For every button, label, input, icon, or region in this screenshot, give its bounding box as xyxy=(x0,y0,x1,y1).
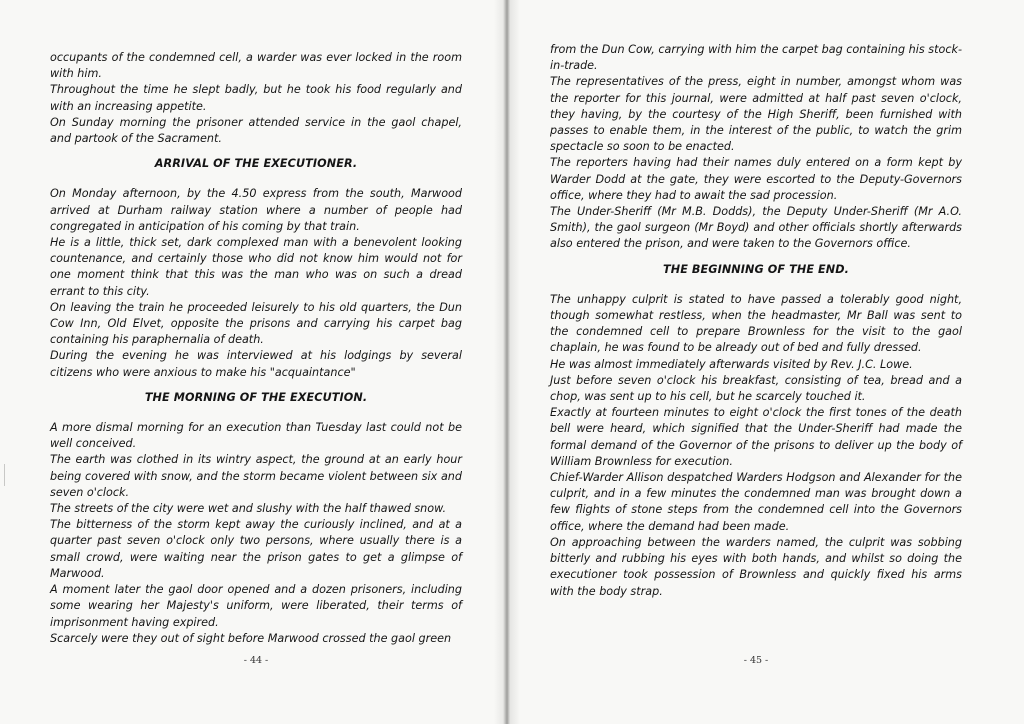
left-page-body xyxy=(50,50,462,647)
paragraph: The streets of the city were wet and slushy with the half thawed snow. xyxy=(50,502,447,516)
page-number: - 45 - xyxy=(743,655,769,666)
paragraph: A moment later the gaol door opened and a dozen prisoners, including some wearing her Majesty's uniform, were liberated, their terms of imprisonment having expired. xyxy=(50,583,462,629)
paragraph: The reporters having had their names duly entered on a form kept by Warder Dodd at the gate, they were escorted to the Deputy-Governors office, where they had to await the sad procession. xyxy=(550,156,962,202)
paragraph: from the Dun Cow, carrying with him the carpet bag containing his stock-in-trade. xyxy=(550,43,962,73)
paragraph: On leaving the train he proceeded leisurely to his old quarters, the Dun Cow Inn, Old Elvet, opposite the prisons and carrying his carpet bag containing his paraphernalia of death. xyxy=(50,300,462,347)
book-gutter xyxy=(494,0,520,724)
paragraph: On Sunday morning the prisoner attended service in the gaol chapel, and partook of the Sacrament. xyxy=(50,115,462,146)
paragraph: Chief-Warder Allison despatched Warders Hodgson and Alexander for the culprit, and in a few minutes the condemned man was brought down a few flights of stone steps from the condemned cell into the Governors office, where the demand had been made. xyxy=(550,471,962,533)
paragraph: The bitterness of the storm kept away the curiously inclined, and at a quarter past seven o'clock only two persons, where usually there is a small crowd, were waiting near the prison gates to get a glimpse of Marwood. xyxy=(50,518,462,580)
paragraph: The unhappy culprit is stated to have passed a tolerably good night, though somewhat restless, when the headmaster, Mr Ball was sent to the condemned cell to prepare Brownless for the visit to the gaol chaplain, he was found to be already out of bed and fully dressed. xyxy=(550,292,962,355)
paragraph: The representatives of the press, eight in number, amongst whom was the reporter for this journal, were admitted at half past seven o'clock, they having, by the courtesy of the High Sheriff, been furnished with passes to enable them, in the interest of the public, to watch the grim spectacle so soon to be enacted. xyxy=(550,75,962,154)
paragraph: He was almost immediately afterwards visited by Rev. J.C. Lowe. xyxy=(550,357,913,371)
paragraph: A more dismal morning for an execution than Tuesday last could not be well conceived. xyxy=(50,421,462,451)
right-page xyxy=(550,0,962,724)
paragraph: He is a little, thick set, dark complexed man with a benevolent looking countenance, and certainly those who did not know him would not for one moment think that this was the man who was on such a dread errant to this city. xyxy=(50,236,462,298)
left-page xyxy=(50,0,462,724)
paragraph: Exactly at fourteen minutes to eight o'clock the first tones of the death bell were heard, which signified that the Under-Sheriff had made the formal demand of the Governor of the prisons to deliver up the body of William Brownless for execution. xyxy=(550,406,962,468)
paragraph: On Monday afternoon, by the 4.50 express from the south, Marwood arrived at Durham railway station where a number of people had congregated in anticipation of his coming by that train. xyxy=(50,187,462,233)
right-page-body xyxy=(550,42,962,600)
page-edge-mark xyxy=(4,464,5,486)
paragraph: The Under-Sheriff (Mr M.B. Dodds), the Deputy Under-Sheriff (Mr A.O. Smith), the gaol surgeon (Mr Boyd) and other officials shortly afterwards also entered the prison, and were taken to the Governors office. xyxy=(550,205,962,251)
paragraph: The earth was clothed in its wintry aspect, the ground at an early hour being covered with snow, and the storm became violent between six and seven o'clock. xyxy=(50,453,462,499)
section-heading: ARRIVAL OF THE EXECUTIONER. xyxy=(154,157,358,171)
section-heading: THE BEGINNING OF THE END. xyxy=(663,262,849,276)
paragraph: occupants of the condemned cell, a warder was ever locked in the room with him. xyxy=(50,51,462,81)
section-heading: THE MORNING OF THE EXECUTION. xyxy=(144,390,368,404)
paragraph: Just before seven o'clock his breakfast, consisting of tea, bread and a chop, was sent up to his cell, but he scarcely touched it. xyxy=(550,373,962,404)
page-number: - 44 - xyxy=(243,655,269,666)
paragraph: During the evening he was interviewed at his lodgings by several citizens who were anxious to make his "acquaintance" xyxy=(50,349,462,379)
paragraph: Scarcely were they out of sight before Marwood crossed the gaol green xyxy=(50,631,452,645)
paragraph: On approaching between the warders named, the culprit was sobbing bitterly and rubbing his eyes with both hands, and whilst so doing the executioner took possession of Brownless and quickly fixed his arms with the body strap. xyxy=(550,535,962,598)
paragraph: Throughout the time he slept badly, but he took his food regularly and with an increasing appetite. xyxy=(50,83,462,113)
